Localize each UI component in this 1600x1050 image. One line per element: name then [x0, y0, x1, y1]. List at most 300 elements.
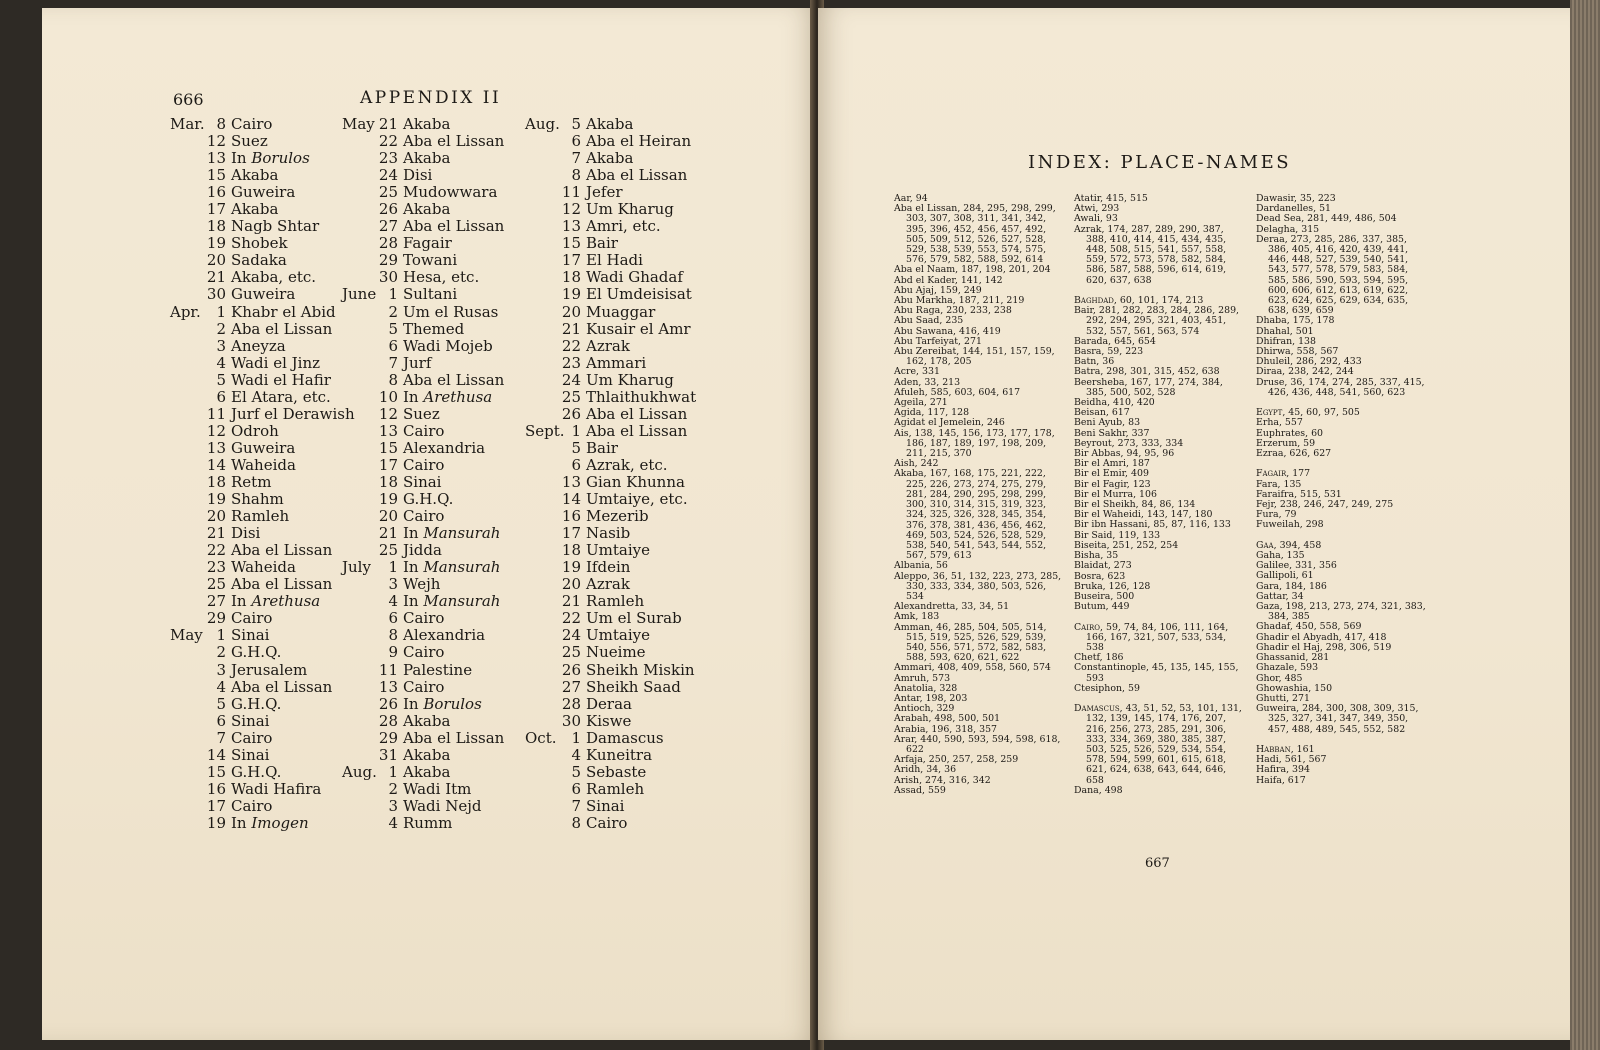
itinerary-month: [170, 218, 204, 235]
itinerary-month: [342, 167, 376, 184]
itinerary-day: 21: [378, 524, 398, 543]
itinerary-place: Kusair el Amr: [586, 319, 691, 338]
itinerary-row: [342, 593, 504, 610]
itinerary-place: Akaba: [586, 115, 634, 133]
itinerary-month: [170, 662, 204, 679]
itinerary-month: [525, 406, 559, 423]
itinerary-place: Sheikh Saad: [586, 677, 681, 696]
index-entry: Abu Sawana, 416, 419: [894, 325, 1001, 337]
index-entry: Ammari, 408, 409, 558, 560, 574: [894, 662, 1051, 674]
itinerary-day: 4: [388, 592, 398, 611]
index-entry: Bisha, 35: [1074, 550, 1119, 562]
index-entry: Fura, 79: [1256, 509, 1297, 521]
itinerary-month: [342, 508, 376, 525]
itinerary-row: [342, 542, 504, 559]
itinerary-day: 8: [571, 813, 581, 832]
itinerary-day: 15: [378, 438, 398, 457]
itinerary-day: 25: [378, 541, 398, 560]
itinerary-day: 17: [206, 796, 226, 815]
index-entry: Antioch, 329: [894, 703, 955, 715]
itinerary-row: [342, 610, 504, 627]
itinerary-row: [525, 610, 696, 627]
itinerary-month: [342, 696, 376, 713]
index-entry: Butum, 449: [1074, 601, 1130, 613]
itinerary-month: [525, 662, 559, 679]
itinerary-place: Cairo: [403, 609, 445, 628]
itinerary-place: Disi: [231, 524, 261, 543]
itinerary-row: [170, 389, 355, 406]
itinerary-place: Akaba: [231, 200, 279, 219]
index-entry: Antar, 198, 203: [894, 692, 968, 704]
index-entry: Batra, 298, 301, 315, 452, 638: [1074, 366, 1220, 378]
itinerary-row: [525, 440, 696, 457]
itinerary-day: 5: [216, 694, 226, 713]
itinerary-month: [525, 679, 559, 696]
itinerary-day: 17: [561, 524, 581, 543]
itinerary-row: [342, 576, 504, 593]
itinerary-place: Sinai: [586, 796, 625, 815]
index-entry: Abu Saad, 235: [894, 315, 964, 327]
itinerary-day: 30: [206, 285, 226, 304]
itinerary-month: [170, 150, 204, 167]
itinerary-month: [525, 525, 559, 542]
index-column-2: [1074, 194, 1244, 796]
index-entry: Bir el Fagir, 123: [1074, 478, 1151, 490]
itinerary-month: [525, 474, 559, 491]
itinerary-row: [170, 406, 355, 423]
itinerary-month: [525, 269, 559, 286]
index-entry: Amruh, 573: [894, 672, 951, 684]
itinerary-day: 12: [378, 404, 398, 423]
itinerary-month: [525, 252, 559, 269]
itinerary-place: Wejh: [403, 575, 441, 594]
itinerary-day: 22: [378, 132, 398, 151]
itinerary-row: [170, 116, 355, 133]
itinerary-month: [342, 593, 376, 610]
index-entry: Agida, 117, 128: [894, 407, 970, 419]
itinerary-month: [525, 764, 559, 781]
itinerary-place: Cairo: [231, 728, 273, 747]
book-cover-edge: [1570, 0, 1600, 1050]
itinerary-row: [525, 201, 696, 218]
itinerary-place: Thlaithukhwat: [586, 387, 697, 406]
itinerary-row: [170, 627, 355, 644]
itinerary-place: Guweira: [231, 285, 296, 304]
itinerary-month: [525, 610, 559, 627]
itinerary-place: Akaba: [403, 762, 451, 781]
itinerary-row: [170, 321, 355, 338]
itinerary-place: Jurf: [403, 353, 432, 372]
itinerary-row: [170, 474, 355, 491]
itinerary-place: Nueime: [586, 643, 646, 662]
itinerary-row: [525, 218, 696, 235]
itinerary-day: 17: [206, 200, 226, 219]
itinerary-place: Guweira: [231, 183, 296, 202]
itinerary-row: [170, 372, 355, 389]
itinerary-row: [525, 747, 696, 764]
itinerary-place: In Borulos: [403, 694, 482, 713]
itinerary-day: 7: [571, 149, 581, 168]
itinerary-row: [170, 269, 355, 286]
itinerary-day: 16: [206, 183, 226, 202]
itinerary-month: [170, 338, 204, 355]
itinerary-day: 13: [561, 217, 581, 236]
index-entry: Ghassanid, 281: [1256, 652, 1330, 664]
itinerary-day: 18: [206, 472, 226, 491]
index-column-3: [1256, 194, 1426, 786]
itinerary-place: Azrak: [586, 336, 630, 355]
index-entry: Gaa, 394, 458: [1256, 539, 1322, 551]
itinerary-place: Wadi Itm: [403, 779, 472, 798]
itinerary-day: 13: [378, 421, 398, 440]
index-entry: Barada, 645, 654: [1074, 335, 1156, 347]
itinerary-day: 3: [388, 575, 398, 594]
itinerary-month: [342, 304, 376, 321]
index-entry: Azrak, 174, 287, 289, 290, 387, 388, 410, 414, 415, 434, 435, 448, 508, 515, 541, 557, 558, 559, 572, 573, 578, 582, 584, 586, 587, 588, 596, 614, 619, 620, 637, 638: [1074, 223, 1227, 286]
itinerary-month: [342, 457, 376, 474]
index-entry: Deraa, 273, 285, 286, 337, 385, 386, 405, 416, 420, 439, 441, 446, 448, 527, 539, 540, 541, 543, 577, 578, 579, 583, 584, 585, 586, 590, 593, 594, 595, 600, 606, 612, 613, 619, 622, 623, 624, 625, 629, 634, 635, 638, 639, 659: [1256, 233, 1409, 317]
page-number-right: 667: [1145, 856, 1170, 871]
itinerary-row: [525, 508, 696, 525]
itinerary-day: 18: [561, 541, 581, 560]
itinerary-day: 8: [216, 115, 226, 133]
index-entry: Hadi, 561, 567: [1256, 754, 1327, 766]
itinerary-row: [342, 525, 504, 542]
itinerary-place: Guweira: [231, 438, 296, 457]
itinerary-month: [170, 644, 204, 661]
index-entry: Bruka, 126, 128: [1074, 580, 1151, 592]
itinerary-place: Jefer: [586, 183, 623, 202]
itinerary-day: 2: [216, 319, 226, 338]
itinerary-month: [342, 201, 376, 218]
right-page: [818, 8, 1570, 1040]
itinerary-row: [525, 644, 696, 661]
itinerary-place: Um Kharug: [586, 200, 674, 219]
itinerary-month: [525, 201, 559, 218]
itinerary-place: Suez: [231, 132, 268, 151]
itinerary-month: [525, 798, 559, 815]
itinerary-month: [525, 713, 559, 730]
itinerary-row: [342, 304, 504, 321]
itinerary-day: 27: [378, 217, 398, 236]
itinerary-month: [170, 798, 204, 815]
itinerary-place: Aba el Lissan: [586, 421, 688, 440]
index-entry: Galilee, 331, 356: [1256, 560, 1337, 572]
itinerary-month: [342, 713, 376, 730]
itinerary-month: [525, 304, 559, 321]
itinerary-day: 18: [206, 217, 226, 236]
itinerary-day: 11: [378, 660, 398, 679]
itinerary-day: 15: [206, 166, 226, 185]
itinerary-month: [342, 491, 376, 508]
itinerary-day: 19: [561, 285, 581, 304]
itinerary-row: [342, 423, 504, 440]
index-entry: Haifa, 617: [1256, 774, 1306, 786]
itinerary-day: 22: [206, 541, 226, 560]
itinerary-place: Akaba: [403, 115, 451, 133]
itinerary-place: Aba el Lissan: [231, 575, 333, 594]
itinerary-place: Ramleh: [586, 779, 645, 798]
itinerary-month: [525, 815, 559, 832]
itinerary-month: [170, 576, 204, 593]
index-entry: Ghor, 485: [1256, 672, 1303, 684]
index-entry: Ghazale, 593: [1256, 662, 1319, 674]
itinerary-day: 11: [561, 183, 581, 202]
itinerary-row: [342, 218, 504, 235]
itinerary-row: [525, 491, 696, 508]
index-entry: Amk, 183: [894, 611, 940, 623]
itinerary-place: Gian Khunna: [586, 472, 685, 491]
itinerary-place: Alexandria: [403, 438, 486, 457]
index-entry: Diraa, 238, 242, 244: [1256, 366, 1354, 378]
index-entry: Ctesiphon, 59: [1074, 682, 1140, 694]
itinerary-day: 12: [206, 132, 226, 151]
itinerary-row: [170, 730, 355, 747]
index-entry: Beni Ayub, 83: [1074, 417, 1141, 429]
itinerary-day: 6: [388, 609, 398, 628]
itinerary-row: [170, 679, 355, 696]
itinerary-place: Wadi Mojeb: [403, 336, 493, 355]
index-entry: Druse, 36, 174, 274, 285, 337, 415, 426, 436, 448, 541, 560, 623: [1256, 376, 1425, 398]
itinerary-day: 21: [561, 592, 581, 611]
index-entry: Buseira, 500: [1074, 590, 1135, 602]
itinerary-row: [342, 440, 504, 457]
index-entry: Cairo, 59, 74, 84, 106, 111, 164, 166, 167, 321, 507, 533, 534, 538: [1074, 621, 1229, 653]
itinerary-day: 19: [378, 490, 398, 509]
itinerary-day: 25: [561, 387, 581, 406]
itinerary-place: Jidda: [403, 541, 442, 560]
itinerary-row: [170, 235, 355, 252]
itinerary-row: [342, 815, 504, 832]
itinerary-month: [342, 355, 376, 372]
itinerary-row: [170, 525, 355, 542]
itinerary-row: [525, 798, 696, 815]
itinerary-month: [170, 269, 204, 286]
itinerary-row: [170, 542, 355, 559]
index-entry: Aleppo, 36, 51, 132, 223, 273, 285, 330, 333, 334, 380, 503, 526, 534: [894, 570, 1062, 602]
itinerary-day: 29: [206, 609, 226, 628]
index-entry: Ghowashia, 150: [1256, 682, 1333, 694]
itinerary-day: 6: [388, 336, 398, 355]
itinerary-month: [525, 167, 559, 184]
itinerary-row: [170, 764, 355, 781]
index-entry: Bir el Waheidi, 143, 147, 180: [1074, 509, 1213, 521]
index-entry: Arfaja, 250, 257, 258, 259: [894, 754, 1019, 766]
itinerary-row: [170, 491, 355, 508]
itinerary-row: [525, 662, 696, 679]
itinerary-day: 5: [571, 115, 581, 133]
index-entry: Hafira, 394: [1256, 764, 1310, 776]
itinerary-month: [525, 184, 559, 201]
itinerary-day: 7: [571, 796, 581, 815]
itinerary-month: [342, 133, 376, 150]
itinerary-day: 6: [216, 711, 226, 730]
itinerary-row: [342, 508, 504, 525]
itinerary-place: Cairo: [586, 813, 628, 832]
itinerary-row: [342, 167, 504, 184]
itinerary-place: In Imogen: [231, 813, 309, 832]
itinerary-place: Nasib: [586, 524, 631, 543]
itinerary-day: 22: [561, 609, 581, 628]
itinerary-day: 19: [206, 813, 226, 832]
itinerary-day: 19: [561, 558, 581, 577]
itinerary-place: Ramleh: [586, 592, 645, 611]
itinerary-place: Ramleh: [231, 507, 290, 526]
itinerary-row: [342, 644, 504, 661]
index-entry: Bir el Amri, 187: [1074, 458, 1150, 470]
itinerary-day: 25: [378, 183, 398, 202]
itinerary-day: 13: [561, 472, 581, 491]
itinerary-day: 27: [561, 677, 581, 696]
itinerary-month: [170, 235, 204, 252]
itinerary-day: 5: [571, 762, 581, 781]
itinerary-month: [525, 781, 559, 798]
index-entry: Abu Ajaj, 159, 249: [894, 284, 982, 296]
itinerary-month: [342, 218, 376, 235]
itinerary-month: [170, 610, 204, 627]
itinerary-month: [170, 696, 204, 713]
itinerary-month: [525, 440, 559, 457]
itinerary-month: [170, 542, 204, 559]
itinerary-place: Cairo: [231, 796, 273, 815]
index-entry: Bair, 281, 282, 283, 284, 286, 289, 292, 294, 295, 321, 403, 451, 532, 557, 561, 563, 574: [1074, 305, 1240, 337]
itinerary-month: [525, 338, 559, 355]
index-entry: Basra, 59, 223: [1074, 346, 1144, 358]
index-column-1: [894, 194, 1064, 796]
itinerary-place: Bair: [586, 234, 618, 253]
itinerary-place: Aba el Lissan: [403, 370, 505, 389]
itinerary-month: [342, 474, 376, 491]
itinerary-month: [170, 372, 204, 389]
itinerary-month: [170, 321, 204, 338]
itinerary-day: 20: [206, 507, 226, 526]
itinerary-day: 27: [206, 592, 226, 611]
itinerary-place: Aba el Lissan: [403, 132, 505, 151]
index-entry: Bir el Murra, 106: [1074, 488, 1157, 500]
index-entry: Damascus, 43, 51, 52, 53, 101, 131, 132, 139, 145, 174, 176, 207, 216, 256, 273, 285, 291, 306, 333, 334, 369, 380, 385, 387, 503, 525, 526, 529, 534, 554, 578, 594, 599, 601, 615, 618, 621, 624, 638, 643, 644, 646, 658: [1074, 703, 1242, 786]
itinerary-place: El Hadi: [586, 251, 643, 270]
itinerary-place: Aneyza: [231, 336, 286, 355]
itinerary-day: 15: [206, 762, 226, 781]
index-entry: Arish, 274, 316, 342: [894, 774, 991, 786]
itinerary-place: Akaba: [403, 711, 451, 730]
itinerary-day: 1: [216, 302, 226, 321]
itinerary-place: Jerusalem: [231, 660, 308, 679]
itinerary-row: [342, 150, 504, 167]
index-entry: Constantinople, 45, 135, 145, 155, 593: [1074, 662, 1239, 684]
itinerary-place: Kiswe: [586, 711, 632, 730]
itinerary-row: [170, 184, 355, 201]
index-entry: Ghadir el Abyadh, 417, 418: [1256, 631, 1387, 643]
itinerary-day: 19: [206, 234, 226, 253]
itinerary-month: [342, 440, 376, 457]
index-entry: Aba el Naam, 187, 198, 201, 204: [894, 264, 1051, 276]
itinerary-place: Akaba, etc.: [231, 268, 317, 287]
index-entry: Delagha, 315: [1256, 223, 1320, 235]
itinerary-row: [342, 474, 504, 491]
itinerary-day: 2: [388, 779, 398, 798]
itinerary-month: [170, 133, 204, 150]
itinerary-month: [170, 201, 204, 218]
itinerary-place: Wadi Ghadaf: [586, 268, 683, 287]
itinerary-day: 21: [206, 524, 226, 543]
itinerary-month: [170, 508, 204, 525]
itinerary-day: 23: [206, 558, 226, 577]
index-entry: Dead Sea, 281, 449, 486, 504: [1256, 213, 1397, 225]
itinerary-row: [170, 508, 355, 525]
itinerary-place: Cairo: [403, 421, 445, 440]
itinerary-day: 8: [388, 370, 398, 389]
index-entry: Atwi, 293: [1074, 203, 1120, 215]
itinerary-day: 1: [388, 285, 398, 304]
itinerary-place: Aba el Lissan: [586, 166, 688, 185]
itinerary-row: [170, 576, 355, 593]
index-entry: Dhifran, 138: [1256, 335, 1316, 347]
itinerary-row: [525, 730, 696, 747]
itinerary-row: [170, 252, 355, 269]
itinerary-place: Shahm: [231, 490, 284, 509]
itinerary-month: [170, 781, 204, 798]
itinerary-place: Um el Rusas: [403, 302, 499, 321]
itinerary-row: [170, 338, 355, 355]
itinerary-place: Um el Surab: [586, 609, 682, 628]
itinerary-row: [342, 627, 504, 644]
itinerary-row: [525, 679, 696, 696]
itinerary-month: [170, 406, 204, 423]
itinerary-day: 29: [378, 251, 398, 270]
itinerary-day: 23: [378, 149, 398, 168]
itinerary-place: Sinai: [403, 472, 442, 491]
itinerary-month: [342, 423, 376, 440]
itinerary-day: 13: [206, 438, 226, 457]
itinerary-row: [170, 440, 355, 457]
itinerary-row: [170, 644, 355, 661]
itinerary-month: [170, 184, 204, 201]
index-entry: Gallipoli, 61: [1256, 570, 1314, 582]
itinerary-place: Odroh: [231, 421, 279, 440]
itinerary-month: [525, 508, 559, 525]
itinerary-day: 7: [216, 728, 226, 747]
itinerary-place: Wadi el Jinz: [231, 353, 321, 372]
itinerary-place: Towani: [403, 251, 458, 270]
itinerary-day: 14: [561, 490, 581, 509]
itinerary-month: June: [342, 285, 377, 304]
index-entry: Arabah, 498, 500, 501: [894, 713, 1001, 725]
itinerary-day: 6: [216, 387, 226, 406]
itinerary-row: [525, 235, 696, 252]
itinerary-place: Aba el Lissan: [586, 404, 688, 423]
itinerary-month: [342, 627, 376, 644]
itinerary-month: [342, 679, 376, 696]
itinerary-row: [525, 321, 696, 338]
itinerary-month: [170, 457, 204, 474]
itinerary-place: Azrak, etc.: [586, 455, 668, 474]
itinerary-month: [170, 355, 204, 372]
itinerary-place: Aba el Heiran: [586, 132, 692, 151]
itinerary-month: [342, 184, 376, 201]
itinerary-place: In Mansurah: [403, 592, 501, 611]
itinerary-month: [525, 542, 559, 559]
index-entry: Arabia, 196, 318, 357: [894, 723, 997, 735]
index-entry: Awali, 93: [1074, 213, 1118, 225]
itinerary-row: [525, 815, 696, 832]
itinerary-place: G.H.Q.: [231, 643, 282, 662]
itinerary-day: 28: [378, 234, 398, 253]
index-entry: Arar, 440, 590, 593, 594, 598, 618, 622: [894, 733, 1061, 755]
itinerary-day: 26: [378, 200, 398, 219]
itinerary-row: [525, 355, 696, 372]
itinerary-row: [342, 133, 504, 150]
